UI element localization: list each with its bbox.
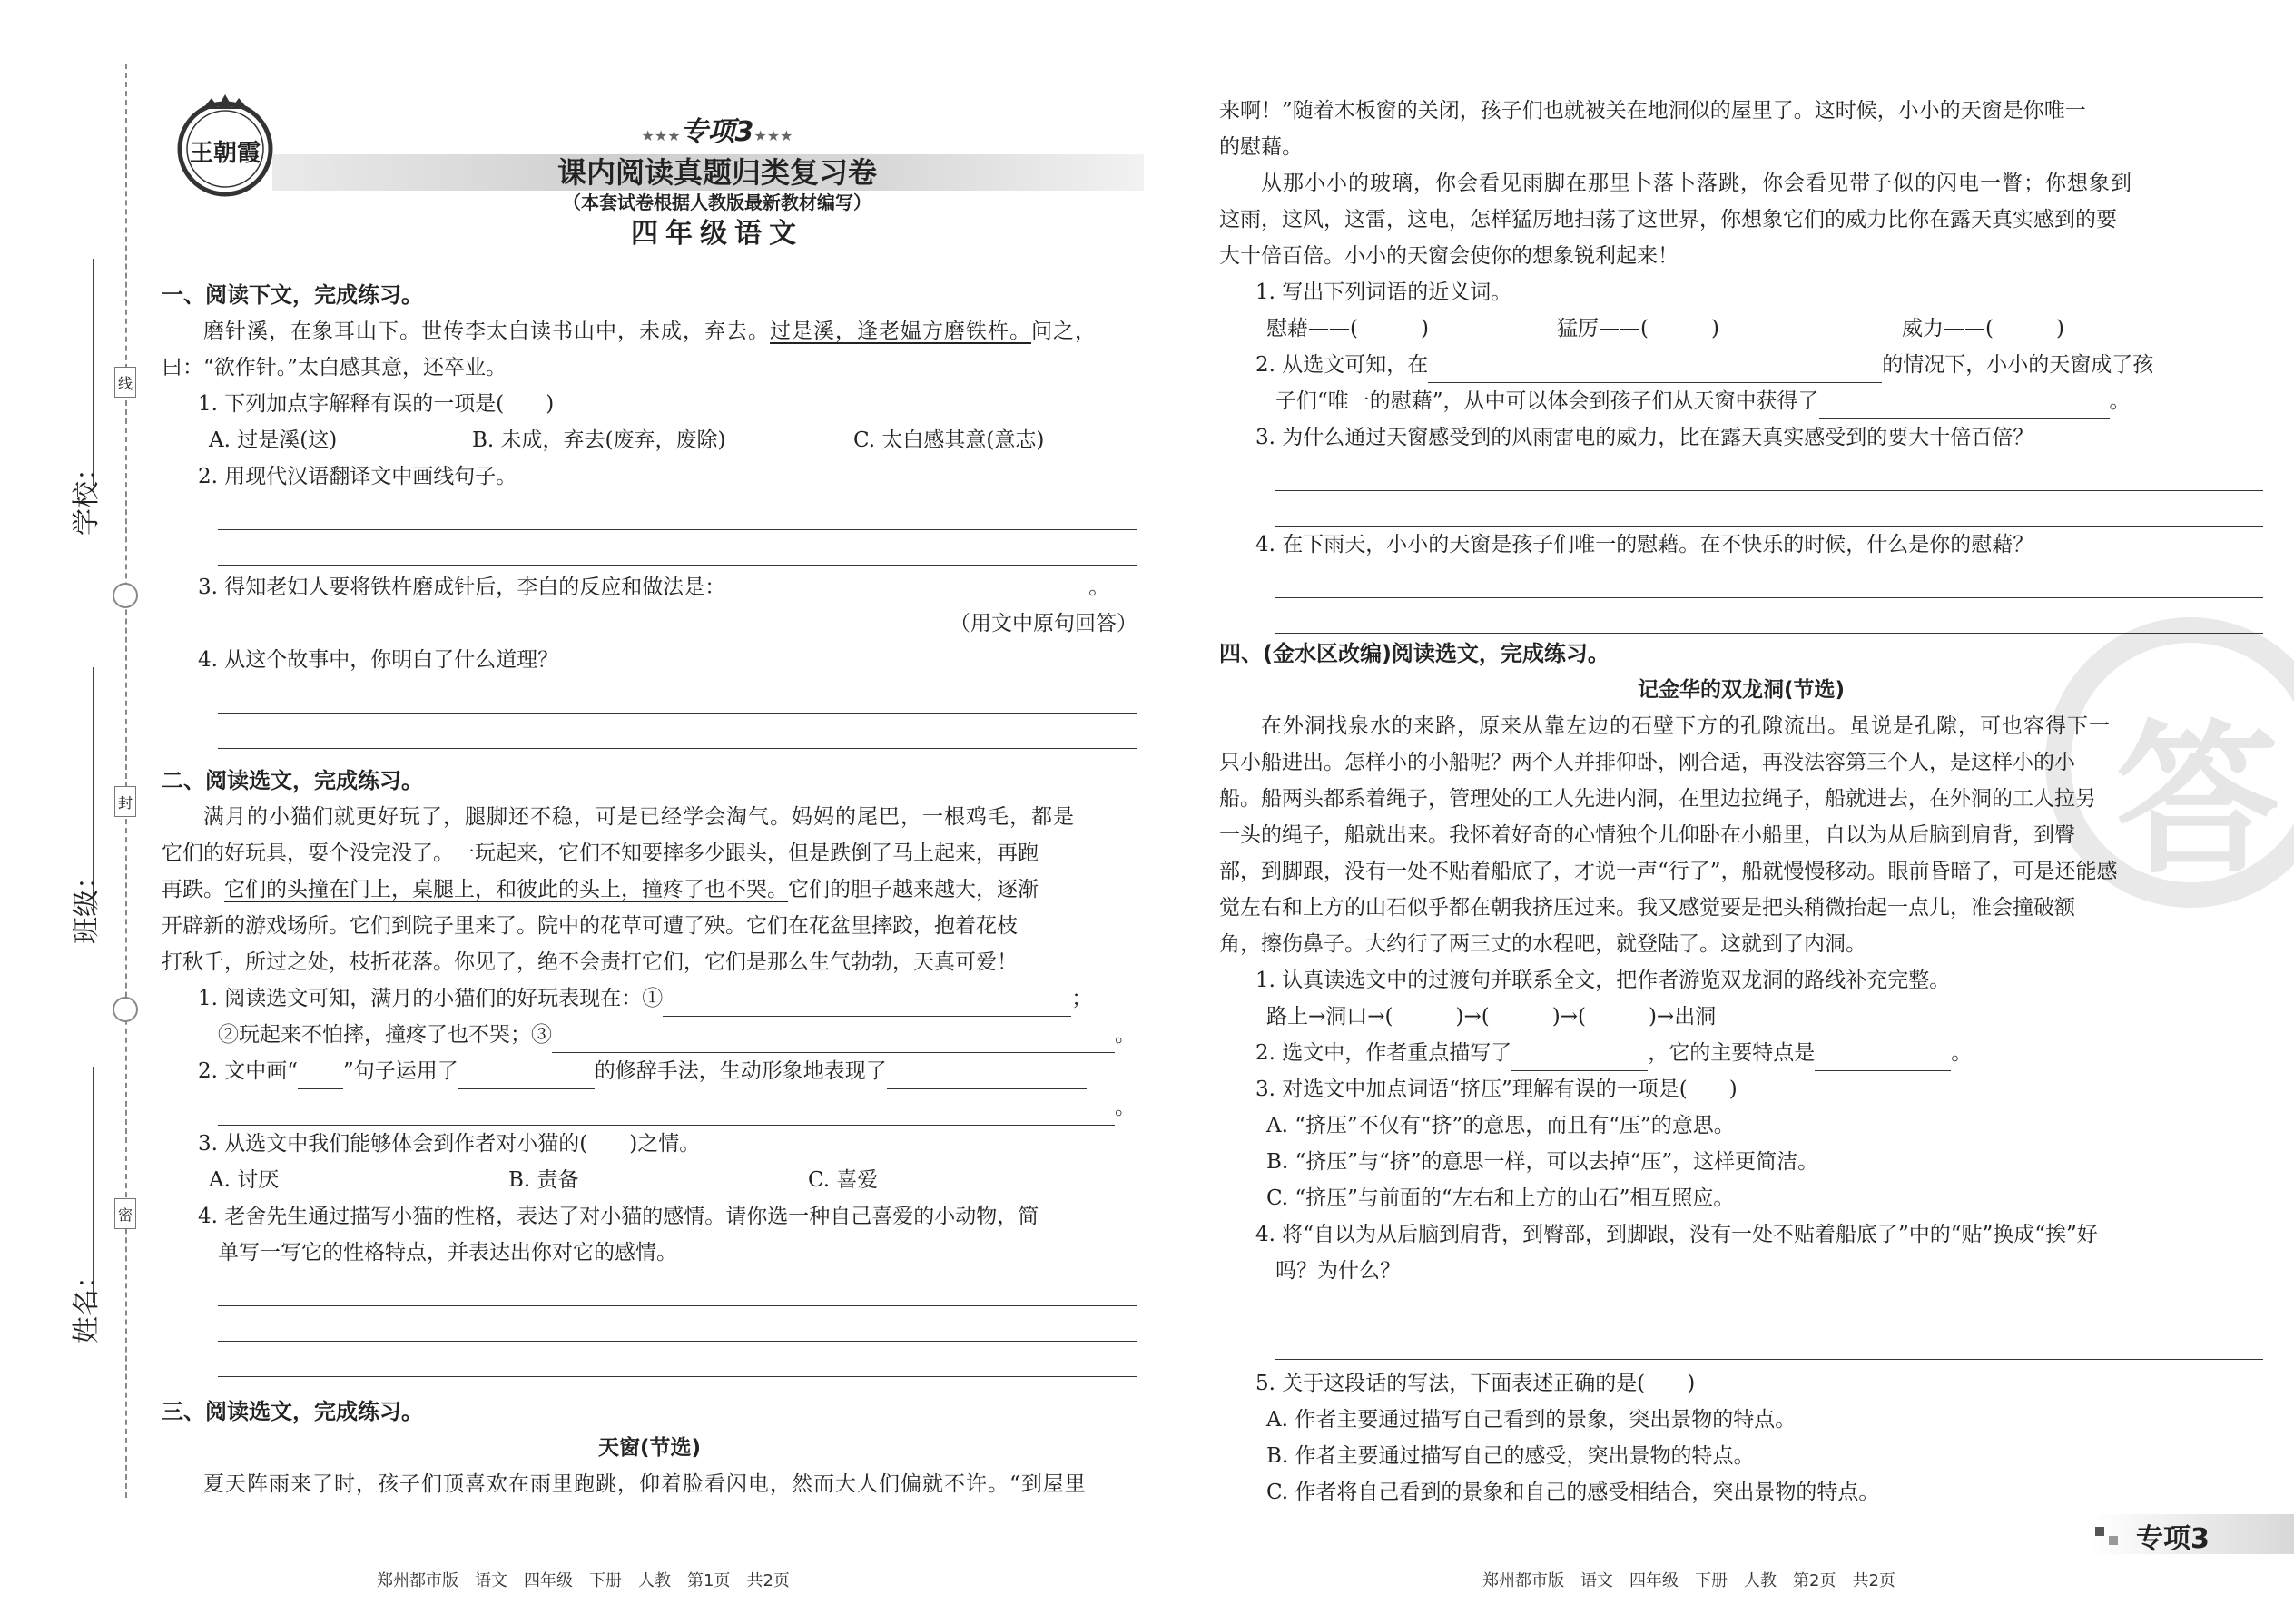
answer-blank[interactable] — [1819, 391, 2110, 419]
question-2-4: 4. 老舍先生通过描写小猫的性格，表达了对小猫的感情。请你选一种自己喜爱的小动物，简 — [198, 1205, 1039, 1228]
answer-line[interactable] — [218, 1306, 1137, 1342]
seal-tag-line: 线 — [114, 367, 136, 398]
passage-2-line — [162, 871, 1137, 908]
option-c: C. 太白感其意(意志) — [853, 428, 1045, 452]
question-4-4-cont: 吗？为什么？ — [1275, 1259, 1401, 1283]
question-text: 2. 从选文可知，在 — [1255, 353, 1429, 377]
option-a: A. “挤压”不仅有“挤”的意思，而且有“压”的意思。 — [1266, 1114, 1735, 1137]
answer-line[interactable] — [218, 495, 1137, 530]
question-2-2-cont: 。 — [162, 1089, 1137, 1126]
question-4-4: 4. 将“自以为从后脑到肩背，到臀部，到脚跟，没有一处不贴着船底了”中的“贴”换成“挨”好 — [1255, 1223, 2098, 1246]
school-line — [93, 259, 94, 486]
question-2-3-options — [162, 1162, 1137, 1198]
option-c: C. 喜爱 — [808, 1168, 879, 1192]
question-4-3: 3. 对选文中加点词语“挤压”理解有误的一项是( ) — [1255, 1078, 1738, 1101]
answer-line[interactable] — [218, 1342, 1137, 1377]
passage-4-line: 觉左右和上方的山石似乎都在朝我挤压过来。我又感觉要是把头稍微抬起一点儿，准会撞破额 — [1219, 896, 2075, 920]
passage-2-line: 开辟新的游戏场所。它们到院子里来了。院中的花草可遭了殃。它们在花盆里摔跤，抱着花枝 — [162, 914, 1018, 938]
answer-line[interactable] — [218, 530, 1137, 566]
question-1-1: 1. 下列加点字解释有误的一项是( ) — [198, 392, 555, 416]
question-1-2: 2. 用现代汉语翻译文中画线句子。 — [198, 465, 517, 488]
section-4 — [1219, 635, 2263, 1511]
passage-2-line: 打秋千，所过之处，枝折花落。你见了，绝不会责打它们，它们是那么生气勃勃，天真可爱！ — [162, 950, 1018, 974]
passage-3-line: 这雨，这风，这雷，这电，怎样猛厉地扫荡了这世界，你想象它们的威力比你在露天真实感到的要 — [1219, 208, 2117, 231]
question-2-1: 1. 阅读选文可知，满月的小猫们的好玩表现在：① ； — [162, 980, 1137, 1017]
question-1-1-options — [162, 422, 1137, 458]
answer-line[interactable] — [1275, 563, 2263, 598]
logo-text: 王朝霞 — [189, 140, 261, 167]
section-2-title: 二、阅读选文，完成练习。 — [162, 768, 423, 793]
answer-blank[interactable] — [298, 1061, 343, 1089]
passage-2-line: 它们的好玩具，耍个没完没了。一玩起来，它们不知要摔多少跟头，但是跌倒了马上起来，再跑 — [162, 842, 1039, 865]
right-page — [1147, 0, 2294, 1624]
section-3 — [162, 1393, 1137, 1502]
answer-line[interactable] — [1275, 491, 2263, 527]
passage-4-line: 一头的绳子，船就出来。我怀着好奇的心情独个儿仰卧在小船里，自以为从后脑到肩背，到臀 — [1219, 823, 2075, 847]
passage-3-line: 夏天阵雨来了时，孩子们顶喜欢在雨里跑跳，仰着脸看闪电，然而大人们偏就不许。“到屋里 — [203, 1472, 1087, 1496]
class-label: 班级： — [71, 862, 103, 944]
option-a: A. 讨厌 — [209, 1168, 280, 1192]
paper-subject: 四年级语文 — [631, 218, 803, 250]
answer-blank[interactable] — [663, 989, 1071, 1017]
passage-3-line: 从那小小的玻璃，你会看见雨脚在那里卜落卜落跳，你会看见带子似的闪电一瞥；你想象到 — [1261, 172, 2132, 195]
question-text: 的情况下，小小的天窗成了孩 — [1882, 353, 2154, 377]
seal-tag-secret: 密 — [114, 1198, 136, 1229]
option-c: C. 作者将自己看到的景象和自己的感受相结合，突出景物的特点。 — [1266, 1481, 1880, 1504]
passage-text: 磨针溪，在象耳山下。世传李太白读书山中，未成，弃去。 — [203, 320, 770, 343]
question-2-2 — [162, 1053, 1137, 1089]
question-1-3-note: （用文中原句回答） — [950, 612, 1137, 635]
section-1 — [162, 277, 1137, 749]
binding-knot — [113, 583, 138, 608]
answer-blank[interactable] — [552, 1025, 1115, 1053]
option-b: B. 责备 — [508, 1168, 579, 1192]
section-2 — [162, 763, 1137, 1377]
question-4-1: 1. 认真读选文中的过渡句并联系全文，把作者游览双龙洞的路线补充完整。 — [1255, 969, 1951, 992]
underlined-sentence: 它们的头撞在门上，桌腿上，和彼此的头上，撞疼了也不哭。 — [224, 878, 788, 901]
section-3-continued — [1219, 93, 2263, 634]
series-label: 专项3 — [680, 116, 754, 148]
answer-line[interactable] — [218, 714, 1137, 749]
series-title: ★★★专项3★★★ — [641, 116, 793, 148]
question-3-3: 3. 为什么通过天窗感受到的风雨雷电的威力，比在露天真实感受到的要大十倍百倍？ — [1255, 426, 2034, 449]
answer-blank[interactable] — [458, 1061, 595, 1089]
passage-text: 再跌。 — [162, 878, 224, 901]
passage-3-line: 的慰藉。 — [1219, 135, 1303, 159]
question-4-5: 5. 关于这段话的写法，下面表述正确的是( ) — [1255, 1372, 1696, 1395]
name-label: 姓名： — [71, 1262, 103, 1343]
footer-right: 郑州都市版 语文 四年级 下册 人教 第2页 共2页 — [1482, 1571, 1895, 1590]
answer-line[interactable] — [1275, 456, 2263, 491]
answer-blank[interactable] — [1511, 1043, 1648, 1071]
passage-3-line: 来啊！”随着木板窗的关闭，孩子们也就被关在地洞似的屋里了。这时候，小小的天窗是你唯一 — [1219, 99, 2086, 123]
question-3-2 — [1219, 347, 2263, 383]
question-text: 1. 阅读选文可知，满月的小猫们的好玩表现在：① — [198, 987, 664, 1010]
article-title: 记金华的双龙洞(节选) — [1637, 678, 1846, 702]
option-c: C. “挤压”与前面的“左右和上方的山石”相互照应。 — [1266, 1186, 1735, 1210]
answer-blank[interactable] — [1815, 1043, 1951, 1071]
corner-tab-label: 专项3 — [2136, 1523, 2210, 1555]
question-1-4: 4. 从这个故事中，你明白了什么道理？ — [198, 648, 559, 672]
article-title: 天窗(节选) — [597, 1436, 702, 1460]
footer-left: 郑州都市版 语文 四年级 下册 人教 第1页 共2页 — [377, 1571, 790, 1590]
option-b: B. “挤压”与“挤”的意思一样，可以去掉“压”，这样更简洁。 — [1266, 1150, 1819, 1174]
word-3: 威力——( ) — [1902, 317, 2064, 340]
section-1-title: 一、阅读下文，完成练习。 — [162, 282, 423, 308]
passage-4-line: 角，擦伤鼻子。大约行了两三丈的水程吧，就登陆了。这就到了内洞。 — [1219, 932, 1866, 956]
passage-1-line-1 — [162, 313, 1137, 349]
answer-line[interactable] — [218, 1271, 1137, 1306]
word-2: 猛厉——( ) — [1557, 317, 1719, 340]
question-2-3: 3. 从选文中我们能够体会到作者对小猫的( )之情。 — [198, 1132, 701, 1156]
option-b: B. 未成，弃去(废弃，废除) — [472, 428, 726, 452]
question-3-2-cont: 子们“唯一的慰藉”，从中可以体会到孩子们从天窗中获得了 。 — [1219, 383, 2263, 419]
passage-4-line: 在外洞找泉水的来路，原来从靠左边的石壁下方的孔隙流出。虽说是孔隙，可也容得下一 — [1261, 714, 2111, 738]
passage-text: 它们的胆子越来越大，逐渐 — [788, 878, 1039, 901]
passage-4-line: 部，到脚跟，没有一处不贴着船底了，才说一声“行了”，船就慢慢移动。眼前昏暗了，可是还能感 — [1219, 860, 2118, 883]
question-text: 2. 选文中，作者重点描写了 — [1255, 1041, 1512, 1065]
answer-blank[interactable] — [218, 1097, 1115, 1126]
tab-dot — [2109, 1536, 2118, 1545]
binding-knot — [113, 997, 138, 1022]
question-3-1-words — [1219, 310, 2263, 347]
question-text: 子们“唯一的慰藉”，从中可以体会到孩子们从天窗中获得了 — [1275, 389, 1819, 413]
question-2-4-cont: 单写一写它的性格特点，并表达出你对它的感情。 — [218, 1241, 677, 1265]
paper-note: （本套试卷根据人教版最新教材编写） — [563, 192, 871, 213]
publisher-logo — [171, 91, 280, 200]
underlined-sentence: 过是溪，逢老媪方磨铁杵。 — [770, 320, 1031, 343]
passage-3-line: 大十倍百倍。小小的天窗会使你的想象锐利起来！ — [1219, 244, 1679, 268]
option-a: A. 过是溪(这) — [209, 428, 338, 452]
seal-tag-seal: 封 — [114, 786, 136, 817]
question-text: 2. 文中画“ — [198, 1059, 299, 1083]
option-a: A. 作者主要通过描写自己看到的景象，突出景物的特点。 — [1266, 1408, 1797, 1432]
answer-line[interactable] — [1275, 1289, 2263, 1324]
word-1: 慰藉——( ) — [1266, 317, 1429, 340]
watermark-text: 答 — [2116, 704, 2280, 896]
question-text: ，它的主要特点是 — [1648, 1041, 1816, 1065]
tab-dot — [2095, 1527, 2104, 1536]
question-2-1-cont: ②玩起来不怕摔，撞疼了也不哭；③ 。 — [162, 1017, 1137, 1053]
question-4-2: 2. 选文中，作者重点描写了 ，它的主要特点是 。 — [1219, 1035, 2263, 1071]
cut-line — [125, 64, 127, 1498]
question-3-1: 1. 写出下列词语的近义词。 — [1255, 281, 1512, 304]
answer-blank[interactable] — [1428, 355, 1882, 383]
passage-4-line: 只小船进出。怎样小的小船呢？两个人并排仰卧，刚合适，再没法容第三个人，是这样小的小 — [1219, 751, 2075, 774]
answer-line[interactable] — [1275, 598, 2263, 634]
option-b: B. 作者主要通过描写自己的感受，突出景物的特点。 — [1266, 1444, 1755, 1468]
passage-4-line: 船。船两头都系着绳子，管理处的工人先进内洞，在里边拉绳子，船就进去，在外洞的工人拉另 — [1219, 787, 2096, 811]
school-label: 学校： — [71, 454, 103, 536]
question-text: 的修辞手法，生动形象地表现了 — [594, 1059, 887, 1083]
passage-1-line-2: 曰：“欲作针。”太白感其意，还卒业。 — [162, 356, 507, 379]
section-3-title: 三、阅读选文，完成练习。 — [162, 1399, 423, 1424]
question-text: ②玩起来不怕摔，撞疼了也不哭；③ — [218, 1023, 552, 1047]
answer-line[interactable] — [218, 678, 1137, 714]
answer-line[interactable] — [1275, 1324, 2263, 1360]
answer-blank[interactable] — [725, 577, 1088, 605]
question-text: 3. 得知老妇人要将铁杵磨成针后，李白的反应和做法是： — [198, 576, 726, 599]
question-3-4: 4. 在下雨天，小小的天窗是孩子们唯一的慰藉。在不快乐的时候，什么是你的慰藉？ — [1255, 533, 2034, 556]
section-4-title: 四、(金水区改编)阅读选文，完成练习。 — [1219, 641, 1610, 666]
passage-text: 问之， — [1031, 320, 1097, 343]
question-1-3: 3. 得知老妇人要将铁杵磨成针后，李白的反应和做法是： 。 — [162, 569, 1137, 605]
answer-blank[interactable] — [887, 1061, 1087, 1089]
paper-title: 课内阅读真题归类复习卷 — [556, 155, 877, 190]
question-4-1-route: 路上→洞口→( )→( )→( )→出洞 — [1266, 1005, 1717, 1029]
question-text: ”句子运用了 — [343, 1059, 458, 1083]
passage-2-line: 满月的小猫们就更好玩了，腿脚还不稳，可是已经学会淘气。妈妈的尾巴，一根鸡毛，都是 — [203, 805, 1075, 829]
